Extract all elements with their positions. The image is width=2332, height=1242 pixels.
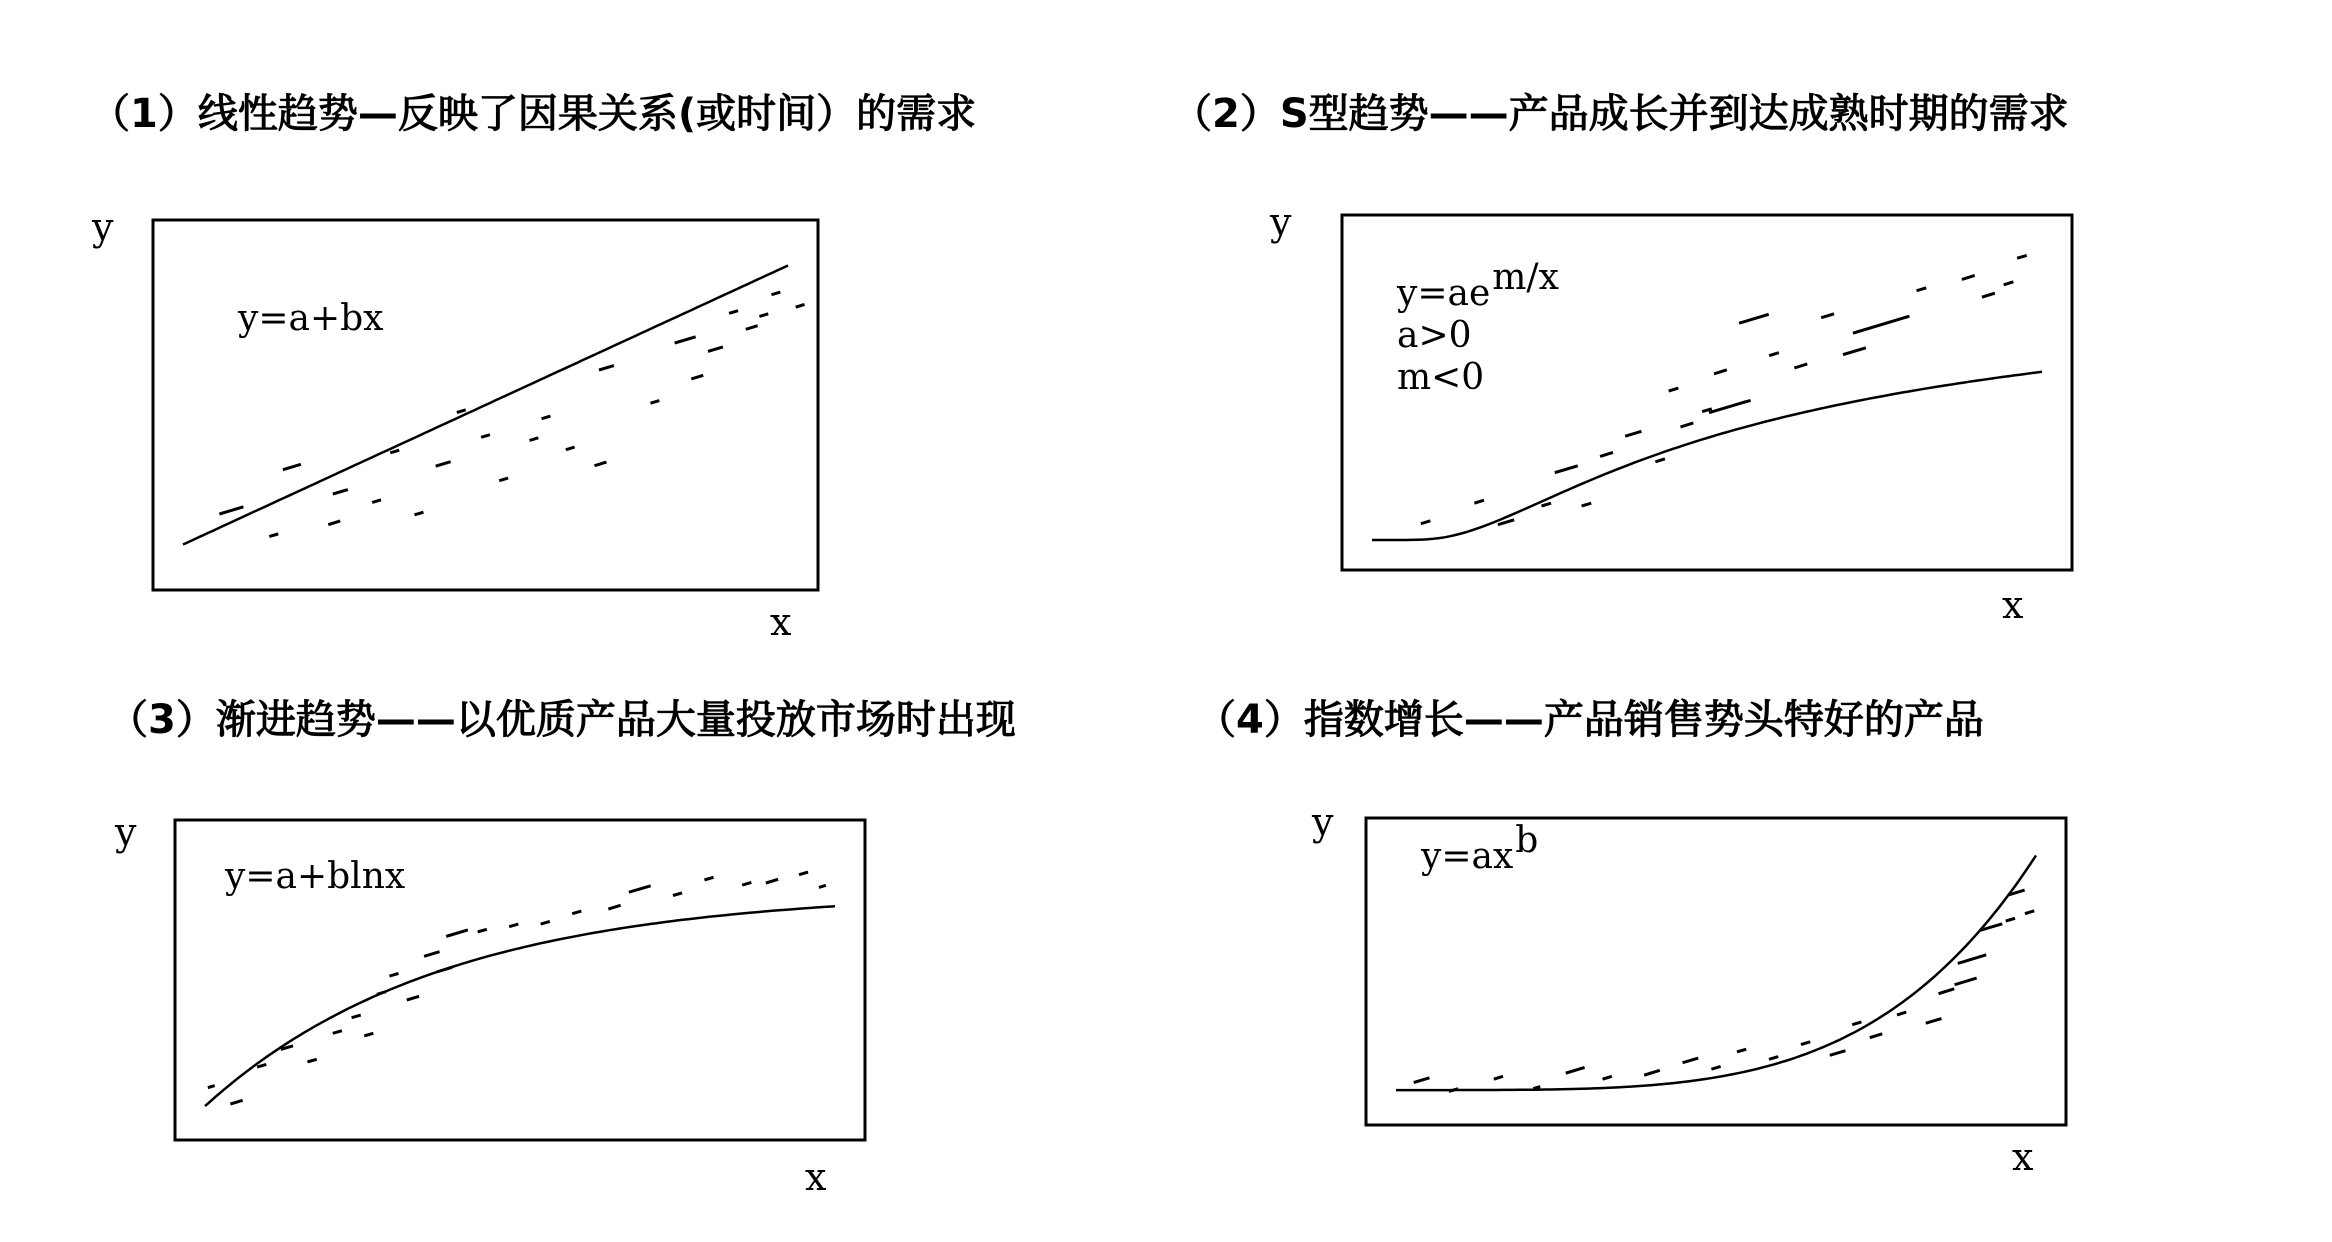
data-point xyxy=(1535,1087,1539,1088)
data-point xyxy=(767,880,776,883)
data-point xyxy=(1802,1042,1808,1044)
data-point xyxy=(1854,1022,1860,1024)
data-point xyxy=(1927,1019,1940,1023)
data-point xyxy=(1741,315,1768,323)
equation-exponent: b xyxy=(1515,820,1539,861)
chart-2-s-curve xyxy=(1262,200,2162,630)
equation-label: y=ae xyxy=(1397,273,1491,314)
data-point xyxy=(309,1060,315,1062)
data-point xyxy=(1871,1034,1881,1037)
data-point xyxy=(1983,294,1993,297)
data-point xyxy=(1682,423,1692,426)
data-point xyxy=(1713,1067,1719,1069)
data-point xyxy=(747,326,756,329)
data-point xyxy=(221,507,242,513)
chart-4-title: （4）指数增长——产品销售势头特好的产品 xyxy=(1196,697,1984,743)
data-point xyxy=(1684,1059,1697,1063)
data-point xyxy=(761,314,767,316)
equation-condition: m<0 xyxy=(1397,357,1485,398)
data-point xyxy=(567,448,573,450)
data-point xyxy=(1831,1051,1844,1055)
data-point xyxy=(1796,364,1806,367)
data-point xyxy=(693,376,702,379)
data-point xyxy=(1940,989,1953,993)
data-point xyxy=(1657,459,1664,461)
data-point xyxy=(2007,919,2013,921)
chart-3-asymptotic xyxy=(115,805,935,1199)
equation-label: y=a+blnx xyxy=(225,856,406,897)
data-point xyxy=(1770,1057,1776,1059)
chart-2-ylabel: y xyxy=(1270,200,1292,244)
equation-exponent: m/x xyxy=(1492,257,1559,298)
data-point xyxy=(1710,402,1744,412)
data-point xyxy=(731,311,737,313)
data-point xyxy=(1918,288,1925,290)
data-point xyxy=(2019,256,2026,258)
data-point xyxy=(1738,1050,1744,1052)
trend-curve xyxy=(205,906,835,1106)
data-point xyxy=(334,490,346,494)
data-point xyxy=(630,886,649,892)
data-point xyxy=(1415,1078,1428,1082)
data-point xyxy=(483,435,489,437)
chart-4-power xyxy=(1292,800,2112,1185)
data-point xyxy=(574,912,580,914)
data-point xyxy=(374,500,380,502)
data-point xyxy=(1963,276,1973,279)
equation-condition: a>0 xyxy=(1397,315,1472,356)
data-point xyxy=(426,952,439,956)
data-point xyxy=(2005,282,2012,284)
data-point xyxy=(1823,314,1833,317)
data-point xyxy=(1604,1077,1610,1079)
chart-1-xlabel: x xyxy=(770,600,792,644)
data-point xyxy=(1670,389,1677,391)
data-point xyxy=(448,930,467,936)
data-point xyxy=(744,883,750,885)
data-point xyxy=(284,465,299,470)
data-point xyxy=(1956,979,1975,985)
data-point xyxy=(458,410,464,412)
data-point xyxy=(1422,521,1429,523)
chart-1-linear xyxy=(90,200,890,644)
data-point xyxy=(1450,1089,1456,1091)
data-point xyxy=(652,401,658,403)
data-point xyxy=(271,534,277,536)
data-point xyxy=(1602,453,1612,456)
data-point xyxy=(259,1065,265,1067)
data-point xyxy=(416,513,422,515)
chart-4-ylabel: y xyxy=(1312,800,1334,844)
data-point xyxy=(408,997,417,1000)
data-point xyxy=(706,878,712,880)
data-point xyxy=(378,992,384,994)
data-point xyxy=(391,974,397,976)
data-point xyxy=(797,305,803,307)
data-point xyxy=(1627,432,1640,436)
chart-2-title: （2）S型趋势——产品成长并到达成熟时期的需求 xyxy=(1172,91,2069,137)
chart-1-title: （1）线性趋势—反映了因果关系(或时间）的需求 xyxy=(90,91,977,137)
data-point xyxy=(596,463,605,466)
data-point xyxy=(1959,955,1985,963)
data-point xyxy=(1567,1068,1583,1073)
data-point xyxy=(800,873,806,875)
data-point xyxy=(1715,370,1725,373)
data-point xyxy=(542,922,548,924)
data-point xyxy=(437,462,449,466)
data-point xyxy=(479,930,485,932)
data-point xyxy=(334,1031,340,1033)
data-point xyxy=(501,479,507,481)
chart-3-ylabel: y xyxy=(115,810,137,854)
data-point xyxy=(511,925,517,927)
equation-label: y=a+bx xyxy=(238,298,384,339)
chart-1-ylabel: y xyxy=(92,205,114,249)
data-point xyxy=(438,968,451,972)
chart-4-xlabel: x xyxy=(2012,1135,2034,1179)
data-point xyxy=(1556,466,1576,472)
data-point xyxy=(674,893,680,895)
data-point xyxy=(531,438,537,440)
data-point xyxy=(392,451,398,453)
data-point xyxy=(543,417,549,419)
data-point xyxy=(1495,1077,1501,1079)
data-point xyxy=(1646,1071,1659,1075)
data-point xyxy=(1499,520,1512,524)
chart-3-title: （3）渐进趋势——以优质产品大量投放市场时出现 xyxy=(108,697,1016,743)
data-point xyxy=(1844,348,1864,354)
data-point xyxy=(1704,409,1711,411)
chart-3-xlabel: x xyxy=(805,1155,827,1199)
data-point xyxy=(600,366,612,370)
data-point xyxy=(209,1086,213,1087)
data-point xyxy=(709,347,721,351)
data-point xyxy=(610,906,619,909)
data-point xyxy=(1583,504,1590,506)
equation-label: y=ax xyxy=(1421,836,1514,877)
data-point xyxy=(1898,1013,1904,1015)
data-point xyxy=(232,1101,241,1104)
data-point xyxy=(1745,401,1749,402)
data-point xyxy=(330,521,339,524)
trend-curve xyxy=(1396,855,2036,1090)
data-point xyxy=(676,337,694,342)
data-point xyxy=(1771,353,1778,355)
data-point xyxy=(1543,504,1550,506)
data-point xyxy=(1854,317,1908,333)
data-point xyxy=(820,886,824,887)
data-point xyxy=(2026,911,2032,913)
chart-2-xlabel: x xyxy=(2002,583,2024,627)
data-point xyxy=(366,1034,372,1036)
data-point xyxy=(1476,501,1483,503)
data-point xyxy=(353,1016,359,1018)
data-point xyxy=(773,293,779,295)
